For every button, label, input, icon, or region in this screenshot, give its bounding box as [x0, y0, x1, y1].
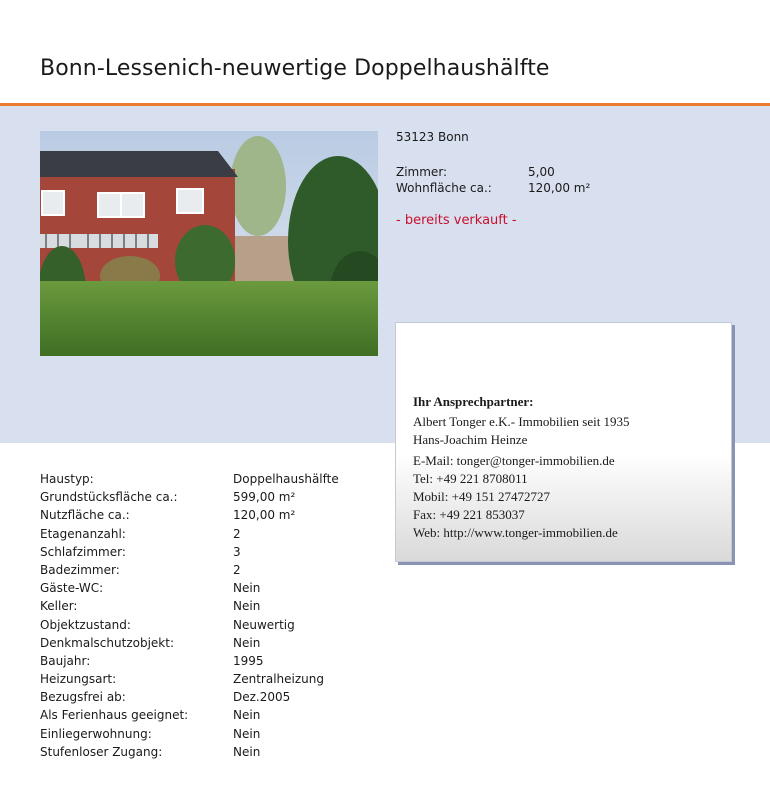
detail-row — [40, 506, 339, 524]
detail-row — [40, 579, 339, 597]
details-table — [40, 470, 339, 761]
contact-box — [395, 322, 732, 562]
detail-value: Nein — [233, 744, 261, 759]
detail-row — [40, 616, 339, 634]
detail-row — [40, 670, 339, 688]
sold-status: - bereits verkauft - — [396, 213, 517, 228]
contact-fax: Fax: +49 221 853037 — [413, 507, 525, 522]
house-photo-illustration — [40, 131, 378, 356]
detail-label: Als Ferienhaus geeignet: — [40, 708, 189, 723]
contact-company: Albert Tonger e.K.- Immobilien seit 1935 — [413, 414, 630, 429]
detail-row — [40, 488, 339, 506]
detail-value: Nein — [233, 708, 261, 723]
detail-row — [40, 543, 339, 561]
detail-value: 1995 — [233, 653, 264, 668]
contact-person: Hans-Joachim Heinze — [413, 432, 528, 447]
detail-label: Etagenanzahl: — [40, 526, 126, 541]
detail-row — [40, 688, 339, 706]
detail-label: Keller: — [40, 599, 78, 614]
fact-label: Zimmer: — [396, 165, 448, 179]
detail-value: Nein — [233, 581, 261, 596]
fact-row — [396, 164, 590, 180]
detail-label: Grundstücksfläche ca.: — [40, 490, 178, 505]
detail-row — [40, 634, 339, 652]
detail-value: 2 — [233, 562, 241, 577]
detail-label: Baujahr: — [40, 653, 91, 668]
detail-label: Gäste-WC: — [40, 581, 104, 596]
address: 53123 Bonn — [396, 130, 469, 144]
contact-web-link[interactable]: Web: http://www.tonger-immobilien.de — [413, 525, 618, 540]
detail-value: 599,00 m² — [233, 490, 296, 505]
fact-value: 5,00 — [528, 165, 555, 179]
detail-label: Haustyp: — [40, 472, 94, 486]
detail-label: Heizungsart: — [40, 672, 117, 687]
detail-value: Zentralheizung — [233, 672, 324, 687]
fact-value: 120,00 m² — [528, 181, 591, 195]
detail-label: Badezimmer: — [40, 562, 120, 577]
detail-row — [40, 652, 339, 670]
detail-label: Schlafzimmer: — [40, 544, 126, 559]
key-facts — [396, 164, 590, 196]
detail-value: Nein — [233, 726, 261, 741]
detail-label: Einliegerwohnung: — [40, 726, 152, 741]
detail-label: Stufenloser Zugang: — [40, 744, 163, 759]
detail-row — [40, 470, 339, 488]
detail-row — [40, 725, 339, 743]
fact-row — [396, 180, 590, 196]
page-title: Bonn-Lessenich-neuwertige Doppelhaushälfte — [40, 56, 550, 81]
contact-mobile: Mobil: +49 151 27472727 — [413, 489, 550, 504]
contact-heading: Ihr Ansprechpartner: — [413, 394, 534, 409]
detail-label: Objektzustand: — [40, 617, 131, 632]
detail-value: 2 — [233, 526, 241, 541]
detail-label: Denkmalschutzobjekt: — [40, 635, 174, 650]
detail-value: Nein — [233, 635, 261, 650]
detail-value: 3 — [233, 544, 241, 559]
detail-row — [40, 706, 339, 724]
detail-label: Bezugsfrei ab: — [40, 690, 126, 705]
detail-label: Nutzfläche ca.: — [40, 508, 130, 523]
contact-phone: Tel: +49 221 8708011 — [413, 471, 528, 486]
fact-label: Wohnfläche ca.: — [396, 181, 492, 195]
detail-row — [40, 525, 339, 543]
property-photo[interactable] — [40, 131, 378, 356]
detail-value: Neuwertig — [233, 617, 295, 632]
detail-row — [40, 597, 339, 615]
detail-value: Nein — [233, 599, 261, 614]
detail-row — [40, 561, 339, 579]
detail-value: Doppelhaushälfte — [233, 472, 339, 486]
detail-value: 120,00 m² — [233, 508, 296, 523]
detail-row — [40, 743, 339, 761]
detail-value: Dez.2005 — [233, 690, 291, 705]
contact-email-link[interactable]: E-Mail: tonger@tonger-immobilien.de — [413, 453, 615, 468]
